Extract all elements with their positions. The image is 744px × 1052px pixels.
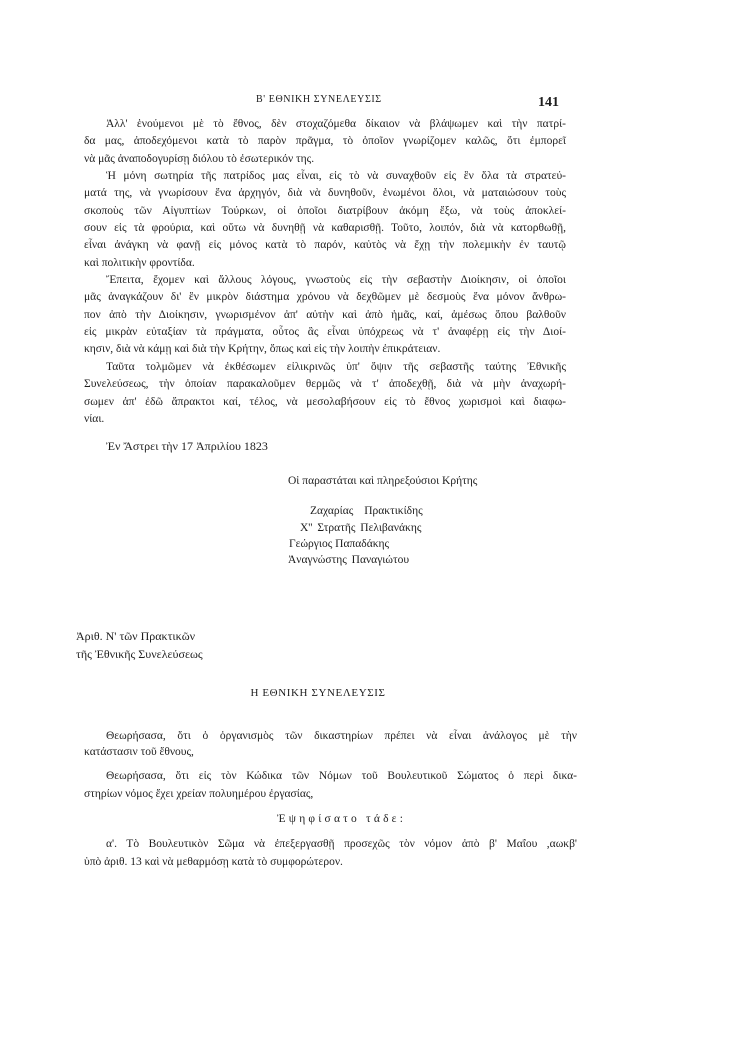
text-line: στηρίων νόμος ἔχει χρείαν πολυημέρου ἐργασίας, <box>84 788 314 800</box>
text-line: Ταῦτα τολμῶμεν νὰ ἐκθέσωμεν εἰλικρινῶς ὑπ' ὄψιν τῆς σεβαστῆς ταύτης Ἐθνικῆς <box>106 360 566 373</box>
signatory-name: Χ'' Στρατῆς Πελιβανάκης <box>300 522 422 534</box>
decree-heading: Η ΕΘΝΙΚΗ ΣΥΝΕΛΕΥΣΙΣ <box>250 687 386 699</box>
paragraph <box>84 168 566 272</box>
text-line: σωμεν ἀπ' ἐδῶ ἄπρακτοι καί, τέλος, νὰ μεσολαβήσουν εἰς τὸ ἔθνος χωρισμοὶ καὶ διαφω- <box>84 395 566 408</box>
paragraph <box>84 359 566 428</box>
resolution-formula: Ἐψηφίσατο τάδε: <box>277 813 407 825</box>
page-number: 141 <box>538 95 559 110</box>
text-line: Συνελεύσεως, τὴν ὁποίαν παρακαλοῦμεν θερμῶς νὰ τ' ἀποδεχθῇ, διὰ νὰ μὴν ἀναχωρή- <box>84 378 566 391</box>
running-title: Β' ΕΘΝΙΚΗ ΣΥΝΕΛΕΥΣΙΣ <box>256 94 382 105</box>
signatory-name: Ἀναγνώστης Παναγιώτου <box>288 554 410 566</box>
text-line: Θεωρήσασα, ὅτι ὁ ὀργανισμὸς τῶν δικαστηρίων πρέπει νὰ εἶναι ἀνάλογος μὲ τὴν <box>106 730 577 742</box>
text-line: ματά της, νὰ γνωρίσουν ἕνα ἀρχηγόν, διὰ νὰ δυνηθοῦν, ἑνωμένοι ὅλοι, νὰ ματαιώσουν τοὺς <box>84 187 566 200</box>
text-line: σκοποὺς τῶν Αἰγυπτίων Τούρκων, οἱ ὁποῖοι διατρίβουν ἀκόμη ἔξω, νὰ τοὺς ἀποκλεί- <box>84 204 566 217</box>
signatories-title: Οἱ παραστάται καὶ πληρεξούσιοι Κρήτης <box>288 475 478 487</box>
text-line: Ἀλλ' ἑνούμενοι μὲ τὸ ἔθνος, δὲν στοχαζόμεθα δίκαιον νὰ βλάψωμεν καὶ τὴν πατρί- <box>106 118 566 130</box>
signatory-name: Ζαχαρίας Πρακτικίδης <box>310 505 423 517</box>
text-line: κησιν, διὰ νὰ κάμῃ καὶ διὰ τὴν Κρήτην, ὅπως καὶ εἰς τὴν λοιπὴν ἐπικράτειαν. <box>84 343 441 356</box>
text-line: νὰ μᾶς ἀναποδογυρίσῃ διόλου τὸ ἐσωτερικόν της. <box>84 152 315 165</box>
text-line: ὑπὸ ἀριθ. 13 καὶ νὰ μεθαρμόσῃ κατὰ τὸ συμφορώτερον. <box>84 856 343 868</box>
signatory-name: Γεώργιος Παπαδάκης <box>289 538 390 550</box>
text-line: Ἡ μόνη σωτηρία τῆς πατρίδος μας εἶναι, εἰς τὸ νὰ συναχθοῦν εἰς ἓν ὅλα τὰ στρατεύ- <box>106 170 566 183</box>
text-line: κατάστασιν τοῦ ἔθνους, <box>84 746 194 758</box>
text-line: εἶναι ἀνάγκη νὰ φανῇ εἰς μόνος κατὰ τὸ παρόν, καὐτὸς νὰ ἔχῃ τὴν πολεμικὴν ἐν ταυτῷ <box>84 239 566 252</box>
date-line: Ἐν Ἄστρει τὴν 17 Ἀπριλίου 1823 <box>106 439 268 453</box>
petition-body <box>84 116 566 428</box>
text-line: εἰς μικρὰν εὐταξίαν τὰ πράγματα, οὗτος ἂς εἶναι ὑπόχρεως νὰ τ' ἀναφέρῃ εἰς τὴν Διοί- <box>84 326 566 339</box>
text-line: μᾶς ἀναγκάζουν δι' ἓν μικρὸν διάστημα χρόνου νὰ δεχθῶμεν μὲ δεσμοὺς ἕνα μόνον ἄνθρω- <box>84 291 566 304</box>
paragraph <box>84 272 566 359</box>
text-line: καὶ πολιτικὴν φροντίδα. <box>84 256 195 269</box>
text-line: νίαι. <box>84 412 105 425</box>
text-line: α'. Τὸ Βουλευτικὸν Σῶμα νὰ ἐπεξεργασθῇ προσεχῶς τὸν νόμον ἀπὸ β' Μαΐου ,αωκβ' <box>106 838 577 850</box>
minutes-reference: Ἀριθ. Ν' τῶν Πρακτικῶν <box>76 629 196 643</box>
minutes-reference: τῆς Ἐθνικῆς Συνελεύσεως <box>76 647 203 661</box>
text-line: Θεωρήσασα, ὅτι εἰς τὸν Κώδικα τῶν Νόμων τοῦ Βουλευτικοῦ Σώματος ὁ περὶ δικα- <box>106 770 577 782</box>
text-line: σουν εἰς τὰ φρούρια, καὶ οὕτω νὰ δυνηθῇ νὰ καθαρισθῇ. Τοῦτο, λοιπόν, διὰ νὰ κατορθωθῇ, <box>84 222 566 235</box>
paragraph <box>84 116 566 168</box>
text-line: Ἔπειτα, ἔχομεν καὶ ἄλλους λόγους, γνωστοὺς εἰς τὴν σεβαστὴν Διοίκησιν, οἱ ὁποῖοι <box>106 274 566 287</box>
text-line: δα μας, ἀποδεχόμενοι κατὰ τὸ παρὸν πρᾶγμα, τὸ ὁποῖον γνωρίζομεν καλῶς, ὅτι ἐμπορεῖ <box>84 135 566 148</box>
text-line: πον ἀπὸ τὴν Διοίκησιν, γνωρισμένον ἀπ' αὐτὴν καὶ ἀπὸ ἡμᾶς, καί, ἀμέσως ὅπου βαλθοῦν <box>84 308 566 321</box>
